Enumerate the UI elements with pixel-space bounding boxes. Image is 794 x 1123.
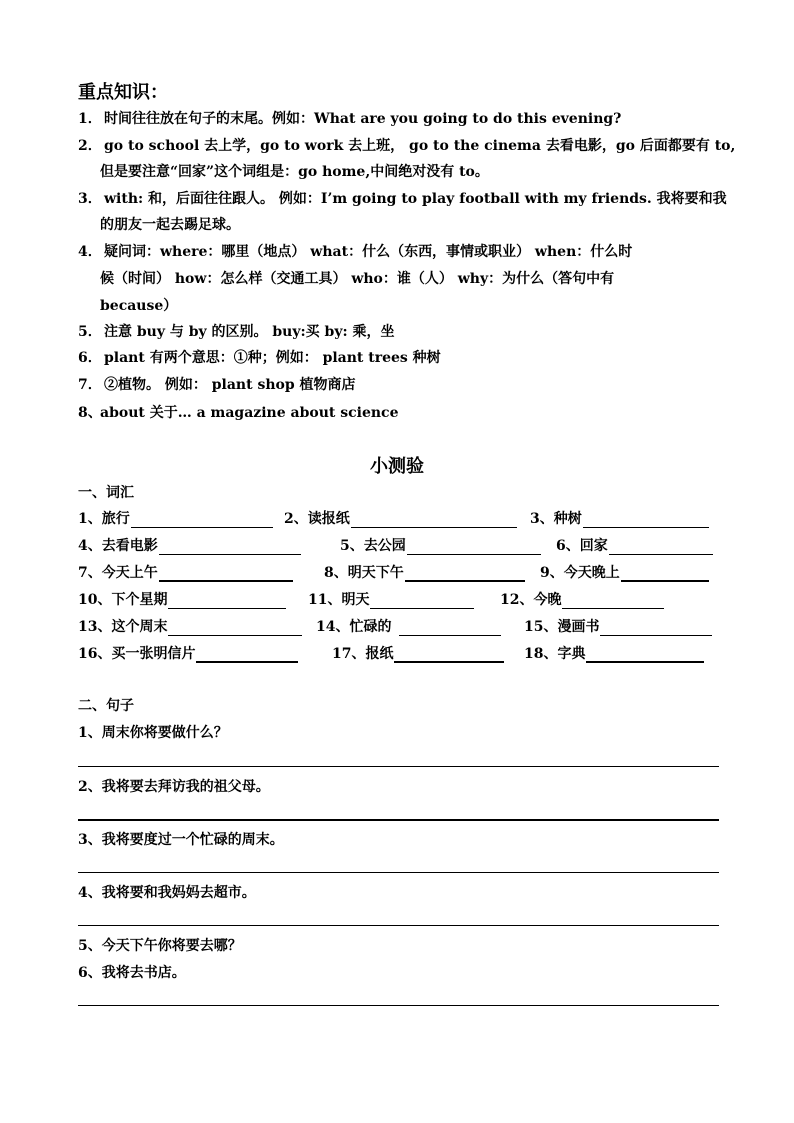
point-2: 2． go to school 去上学，go to work 去上班， go to the cinema 去看电影，go 后面都要有 to,	[78, 138, 736, 154]
vocab-item-2: 2、读报纸	[284, 508, 517, 528]
vocab-item-18: 18、字典	[524, 643, 704, 663]
answer-line-1[interactable]	[78, 766, 719, 767]
point-3-line-2: 的朋友一起去踢足球。	[100, 217, 240, 233]
vocab-item-13: 13、这个周末	[78, 616, 302, 636]
answer-blank[interactable]	[562, 592, 664, 609]
answer-line-6[interactable]	[78, 1005, 719, 1006]
sentence-4: 4、我将要和我妈妈去超市。	[78, 885, 256, 901]
answer-blank[interactable]	[405, 564, 525, 582]
vocab-item-9: 9、今天晚上	[540, 562, 709, 582]
answer-blank[interactable]	[370, 592, 474, 609]
answer-blank[interactable]	[407, 538, 541, 555]
vocab-item-1: 1、旅行	[78, 508, 273, 528]
point-4-line-3: because）	[100, 298, 178, 314]
vocab-item-3: 3、种树	[530, 508, 709, 528]
vocab-item-5: 5、去公园	[340, 535, 541, 555]
answer-blank[interactable]	[159, 564, 293, 582]
answer-blank[interactable]	[394, 645, 504, 663]
vocab-item-14: 14、忙碌的	[316, 616, 501, 636]
vocab-item-11: 11、明天	[308, 589, 474, 609]
quiz-title: 小测验	[370, 456, 424, 477]
answer-blank[interactable]	[621, 564, 709, 582]
vocab-item-15: 15、漫画书	[524, 616, 712, 636]
vocab-item-8: 8、明天下午	[324, 562, 525, 582]
sentence-2: 2、我将要去拜访我的祖父母。	[78, 779, 270, 795]
answer-line-3[interactable]	[78, 872, 719, 873]
vocab-item-4: 4、去看电影	[78, 535, 301, 555]
sentence-3: 3、我将要度过一个忙碌的周末。	[78, 832, 284, 848]
vocab-item-6: 6、回家	[556, 535, 713, 555]
answer-blank[interactable]	[196, 645, 298, 663]
answer-blank[interactable]	[399, 619, 501, 636]
answer-blank[interactable]	[131, 511, 273, 528]
point-3: 3． with: 和，后面往往跟人。 例如：I’m going to play football with my friends. 我将要和我	[78, 191, 727, 207]
point-5: 5． 注意 buy 与 by 的区别。 buy:买 by: 乘，坐	[78, 324, 395, 340]
vocab-item-10: 10、下个星期	[78, 589, 286, 609]
point-7: 7． ②植物。 例如： plant shop 植物商店	[78, 377, 356, 393]
vocab-item-12: 12、今晚	[500, 589, 664, 609]
answer-blank[interactable]	[583, 511, 709, 528]
answer-line-4[interactable]	[78, 925, 719, 926]
point-4-line-2: 候（时间） how：怎么样（交通工具） who：谁（人） why：为什么（答句中有	[100, 271, 615, 287]
point-4: 4． 疑问词：where：哪里（地点） what：什么（东西，事情或职业） when：什么时	[78, 244, 633, 260]
answer-blank[interactable]	[600, 619, 712, 636]
answer-blank[interactable]	[351, 511, 517, 528]
point-2-line-2: 但是要注意“回家”这个词组是：go home,中间绝对没有 to。	[100, 164, 489, 180]
sentence-5: 5、今天下午你将要去哪？	[78, 938, 242, 954]
point-8: 8、 about 关于… a magazine about science	[78, 405, 399, 421]
vocab-item-7: 7、今天上午	[78, 562, 293, 582]
section-sentences-heading: 二、句子	[78, 698, 134, 714]
answer-blank[interactable]	[168, 592, 286, 609]
answer-blank[interactable]	[159, 538, 301, 555]
answer-blank[interactable]	[609, 538, 713, 555]
answer-blank[interactable]	[586, 645, 704, 663]
vocab-item-17: 17、报纸	[332, 643, 504, 663]
key-knowledge-heading: 重点知识：	[78, 82, 168, 103]
point-1: 1． 时间往往放在句子的末尾。例如：What are you going to do this evening?	[78, 111, 622, 127]
vocab-item-16: 16、买一张明信片	[78, 643, 298, 663]
answer-blank[interactable]	[168, 619, 302, 636]
answer-line-2[interactable]	[78, 819, 719, 821]
sentence-6: 6、我将去书店。	[78, 965, 186, 981]
point-6: 6． plant 有两个意思：①种；例如： plant trees 种树	[78, 350, 441, 366]
section-vocabulary-heading: 一、词汇	[78, 485, 134, 501]
sentence-1: 1、周末你将要做什么？	[78, 725, 228, 741]
